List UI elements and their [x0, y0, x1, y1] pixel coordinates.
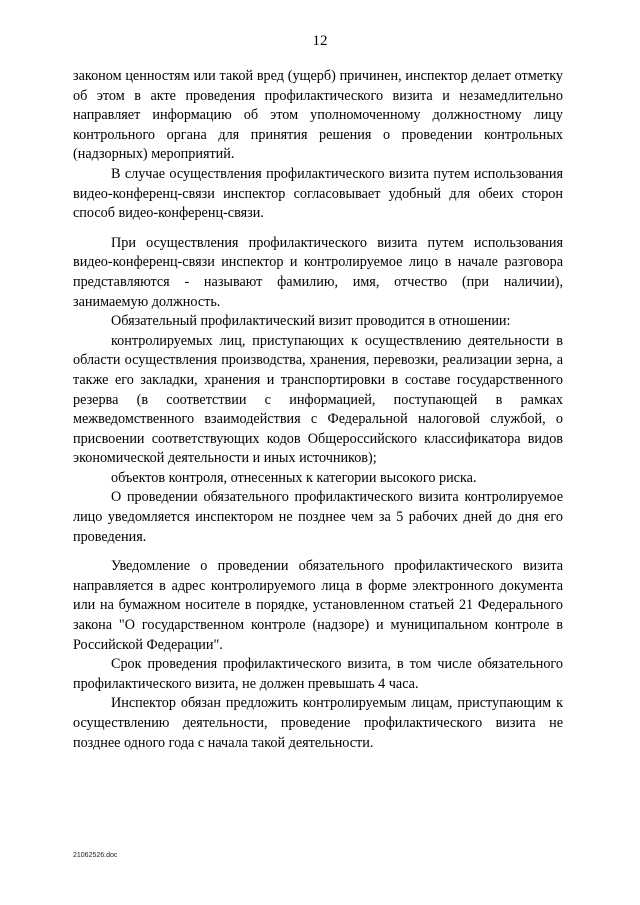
page-number: 12: [312, 33, 328, 49]
paragraph-introductions: При осуществления профилактического визита путем использования видео-конференц-связи инспектор и контролируемое лицо в начале разговора представляются - называют фамилию, имя, отчество (при наличии), занимаемую должность.: [73, 234, 563, 310]
paragraph-high-risk-objects: объектов контроля, отнесенных к категории высокого риска.: [111, 469, 477, 486]
document-body: [73, 67, 563, 753]
paragraph-notification-deadline: О проведении обязательного профилактического визита контролируемое лицо уведомляется инспектором не позднее чем за 5 рабочих дней до дня его проведения.: [73, 489, 563, 545]
paragraph-mandatory-visit-intro: Обязательный профилактический визит проводится в отношении:: [111, 313, 511, 330]
paragraph-videoconference-agreement: В случае осуществления профилактического визита путем использования видео-конференц-связи инспектор согласовывает удобный для обеих сторон способ видео-конференц-связи.: [73, 165, 563, 222]
paragraph-notification-delivery: Уведомление о проведении обязательного профилактического визита направляется в адрес контролируемого лица в форме электронного документа или на бумажном носителе в порядке, установленном статьей 21 Федерального закона "О государственном контроле (надзоре) и муниципальном контроле в Российской Федерации".: [73, 558, 563, 653]
paragraph-inspector-obligation: Инспектор обязан предложить контролируемым лицам, приступающим к осуществлению деятельности, проведение профилактического визита не позднее одного года с начала такой деятельности.: [73, 695, 563, 751]
paragraph-continuation: законом ценностям или такой вред (ущерб) причинен, инспектор делает отметку об этом в акте проведения профилактического визита и незамедлительно направляет информацию об этом уполномоченному должностному лицу контрольного органа для принятия решения о проведении контрольных (надзорных) мероприятий.: [73, 68, 563, 163]
paragraph-visit-duration: Срок проведения профилактического визита, в том числе обязательного профилактического визита, не должен превышать 4 часа.: [73, 656, 563, 692]
paragraph-controlled-persons: контролируемых лиц, приступающих к осуществлению деятельности в области осуществления производства, хранения, перевозки, реализации зерна, а также его закладки, хранения и транспортировки в составе государственного резерва (в соответствии с информацией, поступающей в рамках межведомственного взаимодействия с Федеральной налоговой службой, о присвоении соответствующих кодов Общероссийского классификатора видов экономической деятельности и иных источников);: [73, 332, 563, 467]
document-file-code: 21062526.doc: [73, 852, 118, 859]
